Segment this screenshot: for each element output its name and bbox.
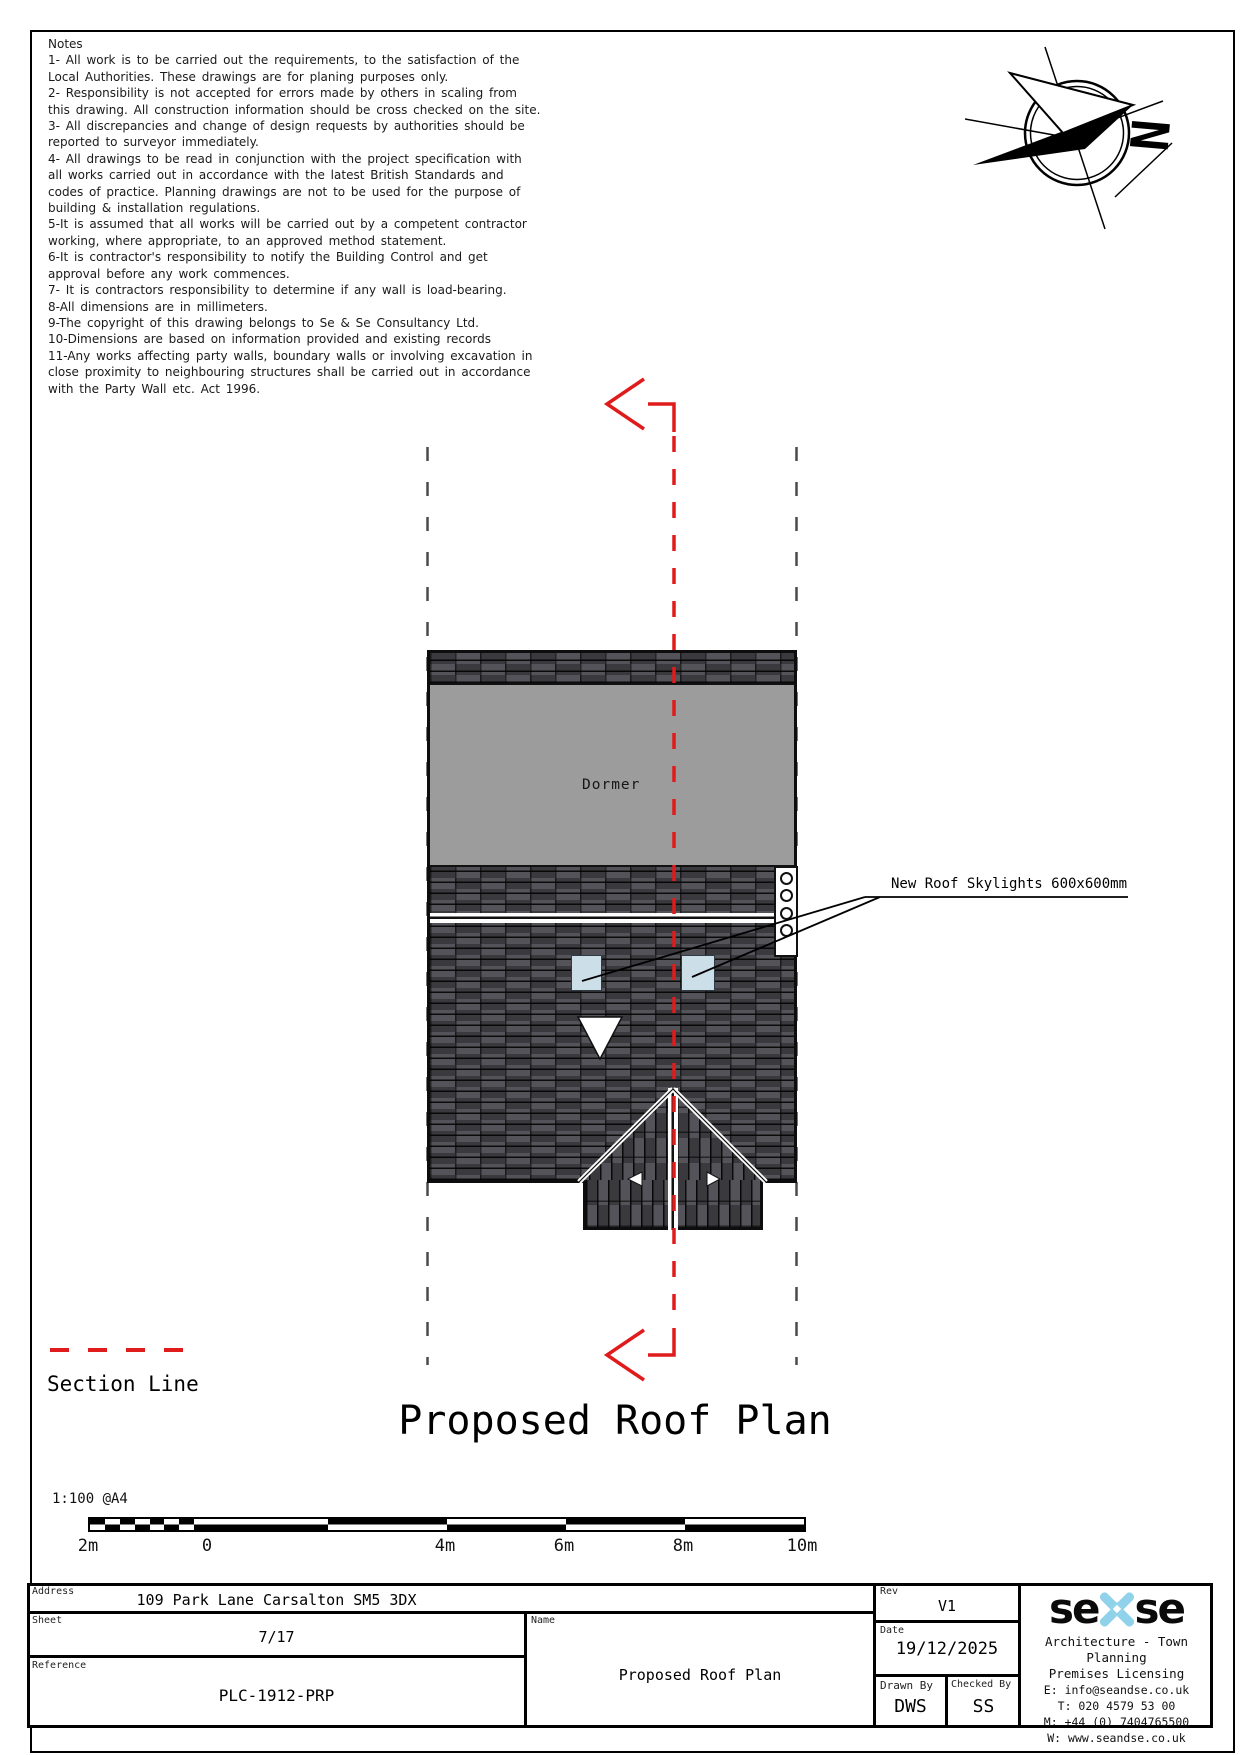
roof-ridge-tiles bbox=[430, 653, 794, 685]
note-line: 2- Responsibility is not accepted for errors made by others in scaling from bbox=[48, 86, 517, 101]
logo-se-left: se bbox=[1049, 1584, 1099, 1633]
rev-value: V1 bbox=[937, 1597, 957, 1615]
note-line: 5-It is assumed that all works will be carried out by a competent contractor bbox=[48, 217, 527, 232]
name-label: Name bbox=[531, 1615, 556, 1626]
logo-se-right: se bbox=[1134, 1584, 1184, 1633]
note-line: close proximity to neighbouring structures shall be carried out in accordance bbox=[48, 365, 531, 380]
section-line-label: Section Line bbox=[47, 1372, 199, 1396]
note-line: 11-Any works affecting party walls, boundary walls or involving excavation in bbox=[48, 348, 533, 363]
note-line: 10-Dimensions are based on information provided and existing records bbox=[48, 332, 491, 347]
notes-block bbox=[48, 36, 541, 397]
dormer-label: Dormer bbox=[582, 777, 641, 793]
note-line: 1- All work is to be carried out the requirements, to the satisfaction of the bbox=[48, 53, 520, 68]
note-line: with the Party Wall etc. Act 1996. bbox=[48, 381, 261, 396]
north-label: N bbox=[1116, 116, 1180, 154]
scale-tick-label: 8m bbox=[672, 1536, 694, 1556]
dormer-flat-roof bbox=[430, 685, 794, 867]
note-line: 7- It is contractors responsibility to determine if any wall is load-bearing. bbox=[48, 283, 507, 298]
rev-label: Rev bbox=[880, 1586, 899, 1597]
date-value: 19/12/2025 bbox=[895, 1639, 999, 1659]
company-phone: T: 020 4579 53 00 bbox=[1057, 1699, 1176, 1713]
scale-tick-label: 10m bbox=[786, 1536, 818, 1556]
name-value: Proposed Roof Plan bbox=[618, 1666, 782, 1684]
drawing-title: Proposed Roof Plan bbox=[398, 1398, 832, 1444]
company-tagline: Architecture - Town Planning bbox=[1045, 1634, 1188, 1665]
company-email: E: info@seandse.co.uk bbox=[1043, 1683, 1190, 1697]
scale-tick-label: 6m bbox=[553, 1536, 575, 1556]
vent-pipe bbox=[780, 907, 793, 920]
roof-ridge-line bbox=[430, 913, 794, 923]
vent-pipe bbox=[780, 889, 793, 902]
note-line: all works carried out in accordance with the latest British Standards and bbox=[48, 168, 504, 183]
scale-tick-label: 4m bbox=[434, 1536, 456, 1556]
note-line: 8-All dimensions are in millimeters. bbox=[48, 299, 268, 314]
north-arrow-icon bbox=[965, 45, 1195, 235]
company-tagline: Premises Licensing bbox=[1048, 1666, 1185, 1681]
note-line: 9-The copyright of this drawing belongs to Se & Se Consultancy Ltd. bbox=[48, 315, 479, 330]
checked-by-value: SS bbox=[972, 1696, 995, 1717]
scale-ratio: 1:100 @A4 bbox=[52, 1491, 128, 1507]
scale-tick-label: 0 bbox=[201, 1536, 213, 1556]
note-line: approval before any work commences. bbox=[48, 266, 290, 281]
skylight-annotation: New Roof Skylights 600x600mm bbox=[891, 876, 1128, 892]
address-label: Address bbox=[32, 1586, 75, 1597]
sheet-value: 7/17 bbox=[258, 1628, 295, 1646]
sheet-label: Sheet bbox=[32, 1615, 63, 1626]
note-line: this drawing. All construction information should be cross checked on the site. bbox=[48, 102, 541, 117]
notes-title: Notes bbox=[48, 37, 83, 51]
skylight-left bbox=[571, 955, 602, 991]
vent-stack bbox=[774, 866, 798, 957]
note-line: building & installation regulations. bbox=[48, 201, 261, 216]
company-logo bbox=[1023, 1586, 1210, 1632]
checked-by-label: Checked By bbox=[951, 1679, 1012, 1690]
drawn-by-label: Drawn By bbox=[880, 1679, 933, 1692]
drawn-by-value: DWS bbox=[894, 1696, 927, 1717]
address-value: 109 Park Lane Carsalton SM5 3DX bbox=[136, 1591, 417, 1609]
reference-value: PLC-1912-PRP bbox=[218, 1686, 335, 1705]
reference-label: Reference bbox=[32, 1660, 87, 1671]
scale-bar bbox=[88, 1517, 806, 1532]
note-line: reported to surveyor immediately. bbox=[48, 135, 259, 150]
logo-x-icon bbox=[1097, 1589, 1137, 1629]
scale-tick-label: 2m bbox=[77, 1536, 99, 1556]
note-line: 4- All drawings to be read in conjunction with the project specification with bbox=[48, 151, 522, 166]
note-line: codes of practice. Planning drawings are not to be used for the purpose of bbox=[48, 184, 521, 199]
note-line: working, where appropriate, to an approved method statement. bbox=[48, 233, 447, 248]
note-line: 3- All discrepancies and change of design requests by authorities should be bbox=[48, 119, 525, 134]
vent-pipe bbox=[780, 872, 793, 885]
vent-pipe bbox=[780, 924, 793, 937]
company-mobile: M: +44 (0) 7404765500 bbox=[1043, 1715, 1190, 1729]
company-details bbox=[1023, 1634, 1210, 1746]
date-label: Date bbox=[880, 1625, 905, 1636]
note-line: 6-It is contractor's responsibility to notify the Building Control and get bbox=[48, 250, 488, 265]
hip-ridge-line bbox=[668, 1088, 678, 1230]
company-website: W: www.seandse.co.uk bbox=[1047, 1731, 1186, 1745]
note-line: Local Authorities. These drawings are for planing purposes only. bbox=[48, 69, 449, 84]
skylight-right bbox=[681, 955, 715, 991]
section-line-sample bbox=[50, 1348, 200, 1352]
